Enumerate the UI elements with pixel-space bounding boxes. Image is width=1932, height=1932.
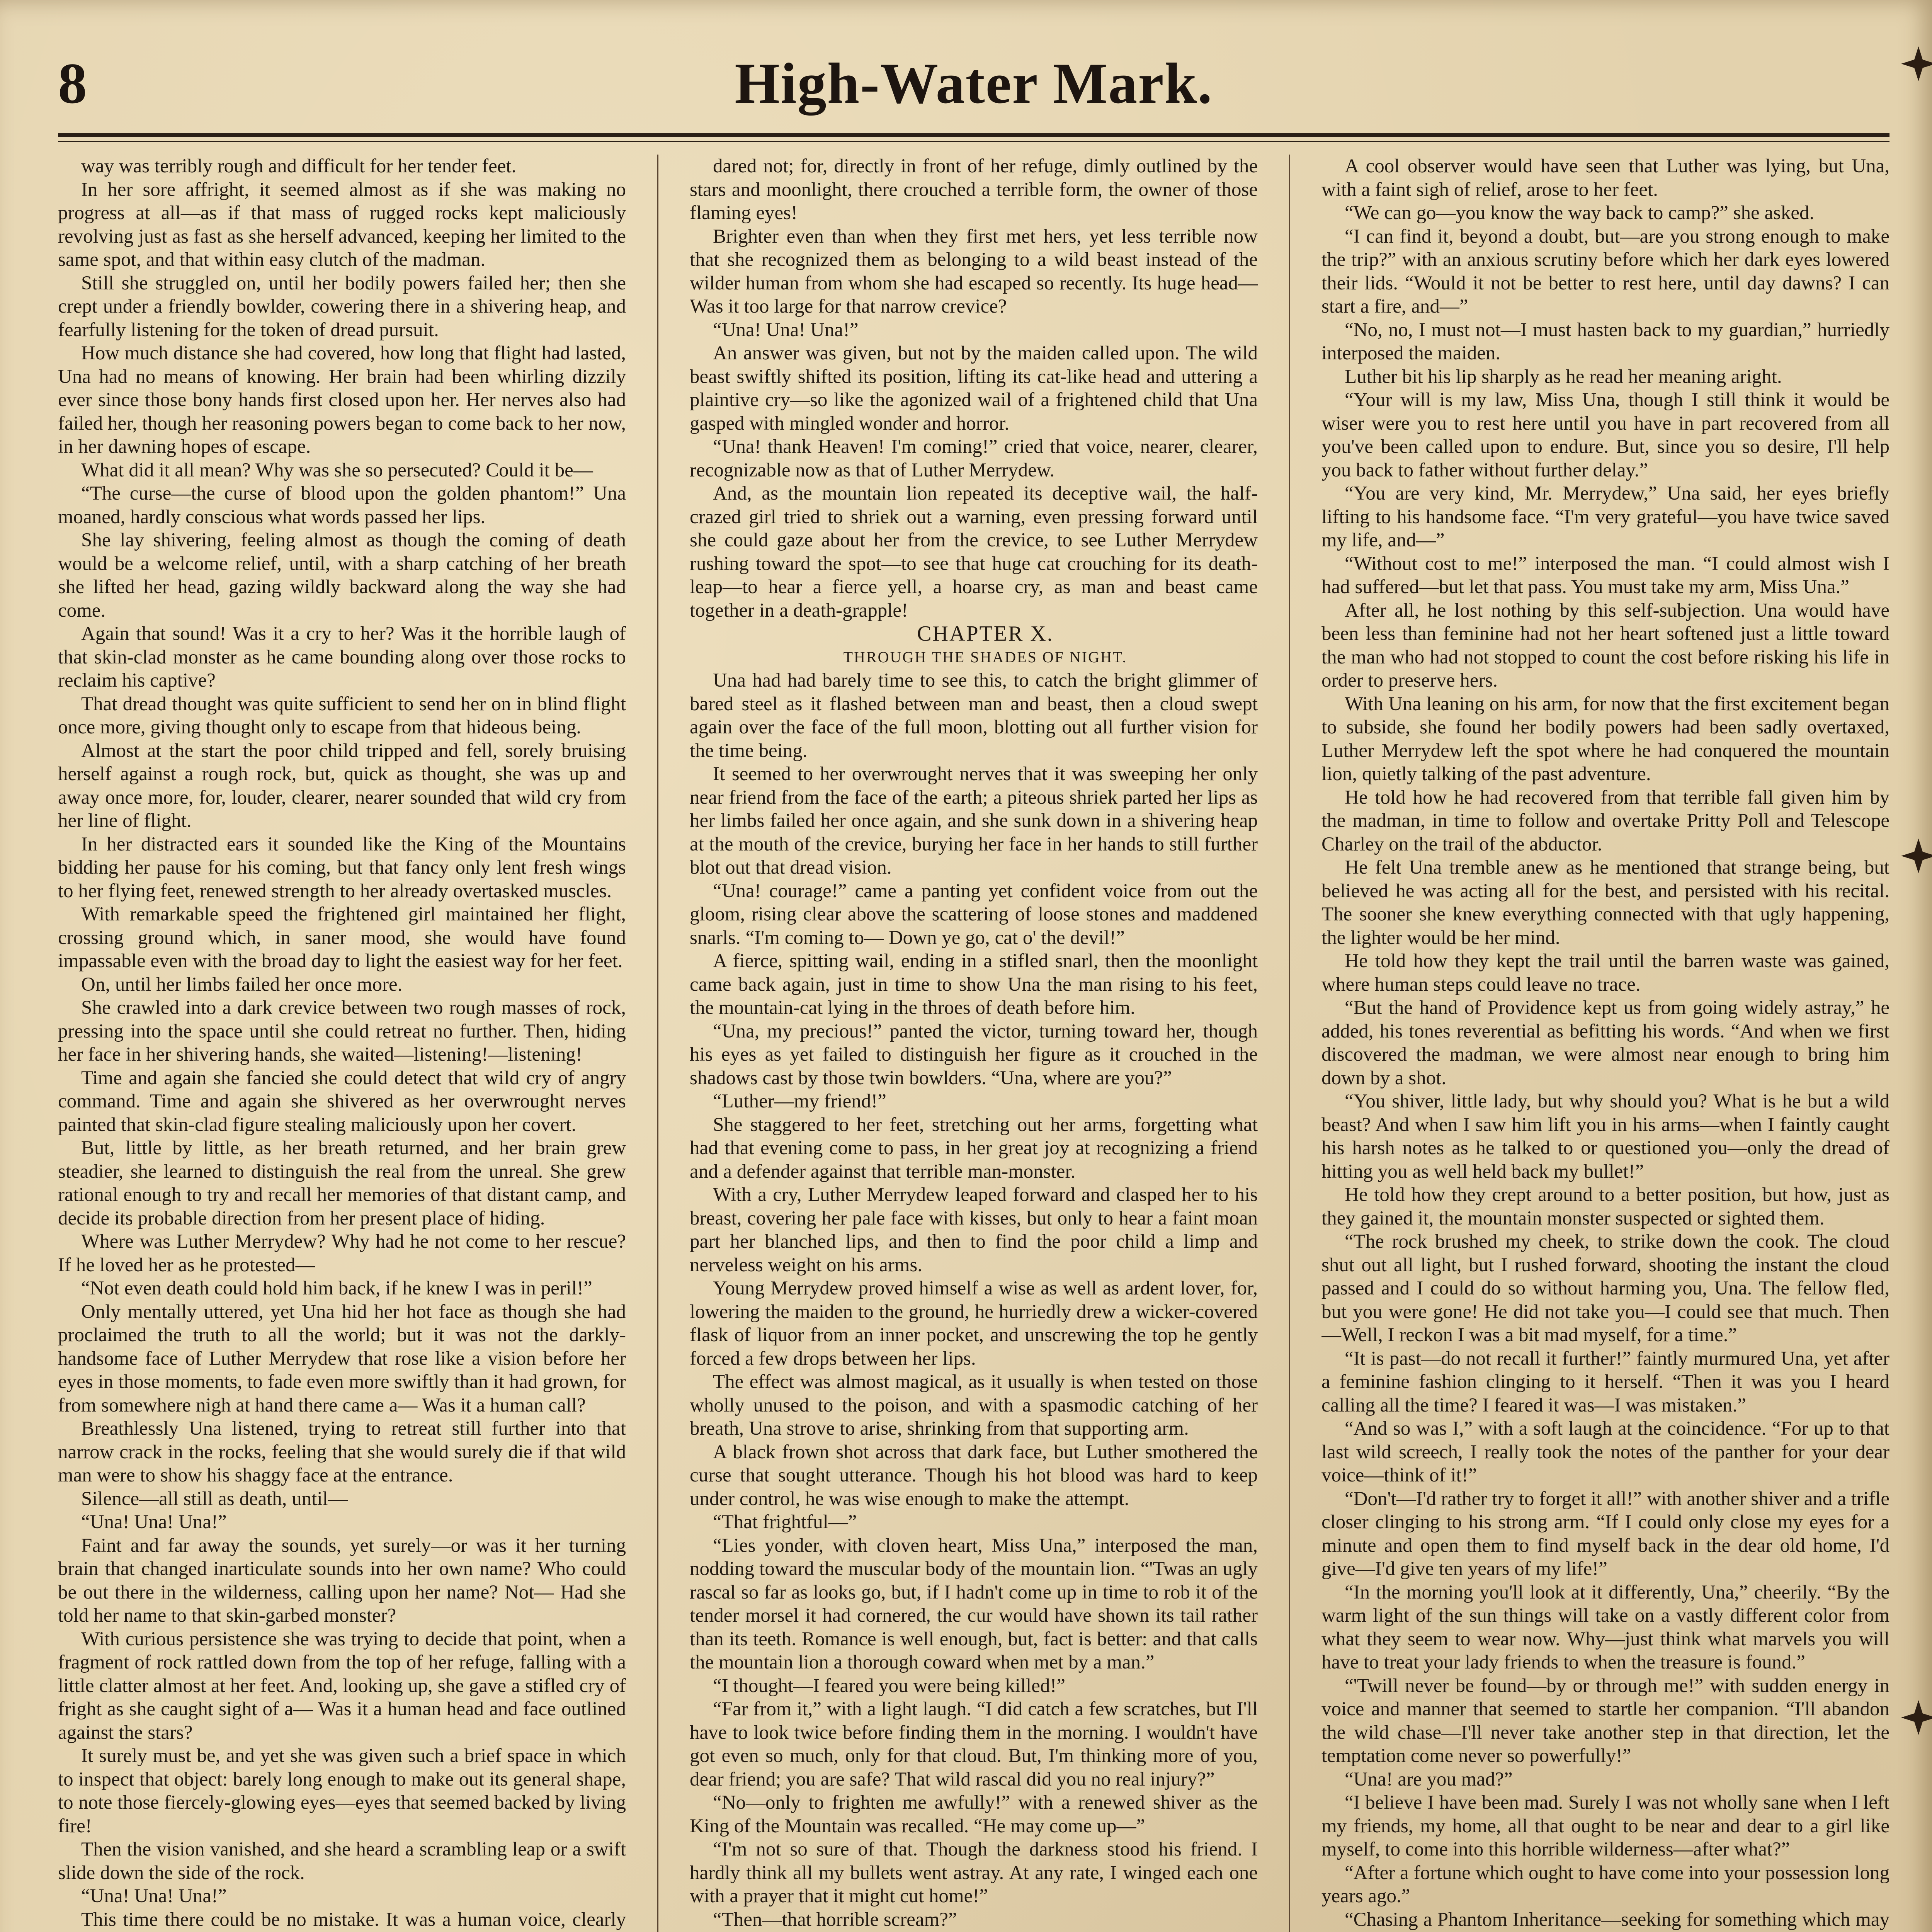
paragraph: Almost at the start the poor child tripped and fell, sorely bruising herself against a rough rock, but, quick as thought, she was up and away once more, for, louder, clearer, nearer sounded that wild cry from her line of flight.: [58, 740, 626, 832]
header-rule-thin: [58, 141, 1889, 142]
paragraph: “Una! Una! Una!”: [81, 1885, 227, 1907]
chapter-subtitle: THROUGH THE SHADES OF NIGHT.: [843, 648, 1128, 666]
paragraph: “I thought—I feared you were being killed!”: [713, 1675, 1065, 1697]
paragraph: “Not even death could hold him back, if he knew I was in peril!”: [81, 1277, 592, 1299]
paragraph: She staggered to her feet, stretching out her arms, forgetting what had that evening come to pass, in her great joy at recognizing a friend and a defender against that terrible man-monster.: [690, 1114, 1258, 1182]
paragraph: “Then—that horrible scream?”: [713, 1908, 957, 1930]
paragraph: An answer was given, but not by the maiden called upon. The wild beast swiftly shifted its position, lifting its cat-like head and uttering a plaintive cry—so like the agonized wail of a frightened child that Una gasped with mingled wonder and horror.: [690, 342, 1258, 434]
binding-star-icon: [1901, 46, 1932, 81]
page-number: 8: [58, 51, 87, 116]
paragraph: “In the morning you'll look at it differently, Una,” cheerily. “By the warm light of the sun things will take on a vastly different color from what they seem to wear now. Why—just think what marvels you will have to treat your lady friends to when the treasure is found.”: [1321, 1581, 1889, 1673]
paragraph: way was terribly rough and difficult for her tender feet.: [81, 155, 517, 177]
paragraph: “I believe I have been mad. Surely I was not wholly sane when I left my friends, my home, all that ought to be near and dear to a girl like myself, to come into this horrible wilderness—after what?”: [1321, 1792, 1889, 1860]
paragraph: It seemed to her overwrought nerves that it was sweeping her only near friend from the face of the earth; a piteous shriek parted her lips as her limbs failed her once again, and she sunk down in a shivering heap at the mouth of the crevice, burying her face in her hands to still further blot out that dread vision.: [690, 763, 1258, 878]
paragraph: She lay shivering, feeling almost as though the coming of death would be a welcome relief, until, with a sharp catching of her breath she lifted her head, gazing wildly backward along the way she had come.: [58, 529, 626, 621]
paragraph: Then the vision vanished, and she heard a scrambling leap or a swift slide down the side of the rock.: [58, 1838, 626, 1884]
paragraph: dared not; for, directly in front of her refuge, dimly outlined by the stars and moonlight, there crouched a terrible form, the owner of those flaming eyes!: [690, 155, 1258, 224]
paragraph: He told how they crept around to a better position, but how, just as they gained it, the mountain monster suspected or sighted them.: [1321, 1184, 1889, 1229]
column-divider: [657, 155, 658, 1932]
paragraph: How much distance she had covered, how long that flight had lasted, Una had no means of knowing. Her brain had been whirling dizzily ever since those bony hands first closed upon her. Her nerves also had failed her, though her reasoning powers began to come back to her now, in her dawning hopes of escape.: [58, 342, 626, 457]
binding-star-icon: [1901, 838, 1932, 873]
paragraph: But, little by little, as her breath returned, and her brain grew steadier, she learned to distinguish the real from the unreal. She grew rational enough to try and recall her memories of that distant camp, and decide its probable direction from her present place of hiding.: [58, 1137, 626, 1229]
header-rule-thick: [58, 133, 1889, 137]
column-left: [58, 155, 626, 1932]
text-columns: [58, 155, 1889, 1932]
paragraph: “You shiver, little lady, but why should you? What is he but a wild beast? And when I saw him lift you in his arms—when I faintly caught his harsh notes as he talked to or questioned you—only the dread of hitting you as well held back my bullet!”: [1321, 1090, 1889, 1182]
paragraph: Still she struggled on, until her bodily powers failed her; then she crept under a friendly bowlder, cowering there in a shivering heap, and fearfully listening for the token of dread pursuit.: [58, 272, 626, 341]
paragraph: “No, no, I must not—I must hasten back to my guardian,” hurriedly interposed the maiden.: [1321, 319, 1889, 364]
paragraph: Again that sound! Was it a cry to her? Was it the horrible laugh of that skin-clad monster as he came bounding along over those rocks to reclaim his captive?: [58, 623, 626, 691]
paragraph: She crawled into a dark crevice between two rough masses of rock, pressing into the space until she could retreat no further. Then, hiding her face in her shivering hands, she waited—listening!—listening!: [58, 997, 626, 1065]
paragraph: Brighter even than when they first met hers, yet less terrible now that she recognized them as belonging to a wild beast instead of the wilder human from whom she had escaped so recently. Its huge head— Was it too large for that narrow crevice?: [690, 225, 1258, 317]
paragraph: “It is past—do not recall it further!” faintly murmured Una, yet after a feminine fashion clinging to it herself. “Then it was you I heard calling all the time? I feared it was—I was mistaken.”: [1321, 1347, 1889, 1416]
paragraph: “We can go—you know the way back to camp?” she asked.: [1345, 202, 1815, 224]
paragraph: “Una! courage!” came a panting yet confident voice from out the gloom, rising clear above the scattering of loose stones and maddened snarls. “I'm coming to— Down ye go, cat o' the devil!”: [690, 880, 1258, 949]
paragraph: “That frightful—”: [713, 1511, 857, 1533]
paragraph: “No—only to frighten me awfully!” with a renewed shiver as the King of the Mountain was recalled. “He may come up—”: [690, 1792, 1258, 1837]
paragraph: “Una! Una! Una!”: [81, 1511, 227, 1533]
paragraph: What did it all mean? Why was she so persecuted? Could it be—: [81, 459, 593, 481]
paragraph: “Far from it,” with a light laugh. “I did catch a few scratches, but I'll have to look twice before finding them in the morning. I wouldn't have got even so much, only for that cloud. But, I'm thinking more of you, dear friend; you are safe? That wild rascal did you no real injury?”: [690, 1698, 1258, 1790]
paragraph: On, until her limbs failed her once more.: [81, 973, 403, 995]
paragraph: “Don't—I'd rather try to forget it all!” with another shiver and a trifle closer clinging to his strong arm. “If I could only close my eyes for a minute and open them to find myself back in the dear old home, I'd give—I'd give ten years of my life!”: [1321, 1488, 1889, 1580]
paragraph: Breathlessly Una listened, trying to retreat still further into that narrow crack in the rocks, feeling that she would surely die if that wild man were to show his shaggy face at the entrance.: [58, 1418, 626, 1486]
paragraph: A fierce, spitting wail, ending in a stifled snarl, then the moonlight came back again, just in time to show Una the man rising to his feet, the mountain-cat lying in the throes of death before him.: [690, 950, 1258, 1019]
paragraph: That dread thought was quite sufficient to send her on in blind flight once more, giving thought only to escape from that hideous being.: [58, 693, 626, 738]
page-header: [58, 46, 1889, 135]
paragraph: “The curse—the curse of blood upon the golden phantom!” Una moaned, hardly conscious what words passed her lips.: [58, 483, 626, 528]
paragraph: A black frown shot across that dark face, but Luther smothered the curse that sought utterance. Though his hot blood was hard to keep under control, he was wise enough to make the attempt.: [690, 1441, 1258, 1510]
paragraph: A cool observer would have seen that Luther was lying, but Una, with a faint sigh of relief, arose to her feet.: [1321, 155, 1889, 201]
paragraph: “Una! are you mad?”: [1345, 1768, 1513, 1790]
paragraph: With Una leaning on his arm, for now that the first excitement began to subside, she found her bodily powers had been sadly overtaxed, Luther Merrydew left the spot where he had conquered the mountain lion, quietly talking of the past adventure.: [1321, 693, 1889, 785]
chapter-heading: CHAPTER X.: [917, 622, 1054, 646]
paragraph: With curious persistence she was trying to decide that point, when a fragment of rock rattled down from the top of her refuge, falling with a little clatter almost at her feet. And, looking up, she gave a stifled cry of fright as she caught sight of a— Was it a human head and face outlined against the stars?: [58, 1628, 626, 1743]
paragraph: Young Merrydew proved himself a wise as well as ardent lover, for, lowering the maiden to the ground, he hurriedly drew a wicker-covered flask of liquor from an inner pocket, and unscrewing the top he gently forced a few drops between her lips.: [690, 1277, 1258, 1369]
paragraph: “I can find it, beyond a doubt, but—are you strong enough to make the trip?” with an anxious scrutiny before which her dark eyes lowered their lids. “Would it not be better to rest here, until day dawns? I can start a fire, and—”: [1321, 225, 1889, 317]
paragraph: “I'm not so sure of that. Though the darkness stood his friend. I hardly think all my bullets went astray. At any rate, I winged each one with a prayer that it might cut home!”: [690, 1838, 1258, 1907]
paragraph: “The rock brushed my cheek, to strike down the cook. The cloud shut out all light, but I rushed forward, shooting the instant the cloud passed and I could do so without harming you, Una. The fellow fled, but you were gone! He did not take you—I could see that much. Then—Well, I reckon I was a bit mad myself, for a time.”: [1321, 1231, 1889, 1346]
paragraph: This time there could be no mistake. It was a human voice, clearly: [81, 1908, 626, 1930]
paragraph: With a cry, Luther Merrydew leaped forward and clasped her to his breast, covering her pale face with kisses, but only to hear a faint moan part her blanched lips, and then to find the poor child a limp and nerveless weight on his arms.: [690, 1184, 1258, 1276]
paragraph: “Chasing a Phantom Inheritance—seeking for something which may: [1345, 1908, 1889, 1930]
paragraph: “After a fortune which ought to have come into your possession long years ago.”: [1321, 1862, 1889, 1907]
paragraph: Una had had barely time to see this, to catch the bright glimmer of bared steel as it flashed between man and beast, then a cloud swept again over the face of the full moon, blotting out all further vision for the time being.: [690, 670, 1258, 762]
paragraph: He told how they kept the trail until the barren waste was gained, where human steps could leave no trace.: [1321, 950, 1889, 995]
paragraph: The effect was almost magical, as it usually is when tested on those wholly unused to the poison, and with a spasmodic catching of her breath, Una strove to arise, shrinking from that supporting arm.: [690, 1371, 1258, 1439]
column-middle: [690, 155, 1258, 1932]
paragraph: With remarkable speed the frightened girl maintained her flight, crossing ground which, in saner mood, she would have found impassable even with the broad day to light the easiest way for her feet.: [58, 903, 626, 972]
column-divider: [1289, 155, 1290, 1932]
paragraph: In her distracted ears it sounded like the King of the Mountains bidding her pause for his coming, but that fancy only lent fresh wings to her flying feet, renewed strength to her already overtasked muscles.: [58, 833, 626, 902]
paragraph: “Luther—my friend!”: [713, 1090, 886, 1112]
column-right: [1321, 155, 1889, 1932]
paragraph: “Lies yonder, with cloven heart, Miss Una,” interposed the man, nodding toward the muscular body of the mountain lion. “'Twas an ugly rascal so far as looks go, but, if I hadn't come up in time to rob it of the tender morsel it had cornered, the cur would have shown its tail rather than its teeth. Romance is well enough, but, fact is better: and that calls the mountain lion a thorough coward when met by a man.”: [690, 1534, 1258, 1673]
paragraph: Only mentally uttered, yet Una hid her hot face as though she had proclaimed the truth to all the world; but it was not the darkly-handsome face of Luther Merrydew that rose like a vision before her eyes in those moments, to fade even more swiftly than it had grown, for from somewhere nigh at hand there came a— Was it a human call?: [58, 1301, 626, 1416]
paragraph: “But the hand of Providence kept us from going widely astray,” he added, his tones reverential as befitting his words. “And when we first discovered the madman, we were almost near enough to bring him down by a shot.: [1321, 997, 1889, 1089]
binding-star-icon: [1901, 1700, 1932, 1735]
paragraph: Faint and far away the sounds, yet surely—or was it her turning brain that changed inarticulate sounds into her own name? Who could be out there in the wilderness, calling upon her name? Not— Had she told her name to that skin-garbed monster?: [58, 1534, 626, 1626]
paragraph: “'Twill never be found—by or through me!” with sudden energy in voice and manner that seemed to startle her companion. “I'll abandon the wild chase—I'll never take another step in that direction, let the temptation come never so powerfully!”: [1321, 1675, 1889, 1767]
paragraph: He felt Una tremble anew as he mentioned that strange being, but believed he was acting all for the best, and persisted with his recital. The sooner she knew everything connected with that ugly happening, the lighter would be her mind.: [1321, 857, 1889, 949]
paragraph: In her sore affright, it seemed almost as if she was making no progress at all—as if that mass of rugged rocks kept maliciously revolving just as fast as she herself advanced, keeping her limited to the same spot, and that within easy clutch of the madman.: [58, 179, 626, 270]
paragraph: “Without cost to me!” interposed the man. “I could almost wish I had suffered—but let that pass. You must take my arm, Miss Una.”: [1321, 553, 1889, 598]
paragraph: After all, he lost nothing by this self-subjection. Una would have been less than feminine had not her heart softened just a little toward the man who had not stopped to count the cost before risking his life in order to preserve hers.: [1321, 599, 1889, 691]
paragraph: “Una! Una! Una!”: [713, 319, 859, 341]
paragraph: Silence—all still as death, until—: [81, 1488, 348, 1510]
paragraph: It surely must be, and yet she was given such a brief space in which to inspect that object: barely long enough to make out its general shape, to note those fiercely-glowing eyes—eyes that seemed backed by living fire!: [58, 1745, 626, 1837]
paragraph: “You are very kind, Mr. Merrydew,” Una said, her eyes briefly lifting to his handsome face. “I'm very grateful—you have twice saved my life, and—”: [1321, 483, 1889, 551]
paragraph: “Una! thank Heaven! I'm coming!” cried that voice, nearer, clearer, recognizable now as that of Luther Merrydew.: [690, 436, 1258, 481]
paragraph: “And so was I,” with a soft laugh at the coincidence. “For up to that last wild screech, I really took the notes of the panther for your dear voice—think of it!”: [1321, 1418, 1889, 1486]
paragraph: And, as the mountain lion repeated its deceptive wail, the half-crazed girl tried to shriek out a warning, even pressing forward until she could gaze about her from the crevice, to see Luther Merrydew rushing toward the spot—to see that huge cat crouching for its death-leap—to hear a fierce yell, a hoarse cry, as man and beast came together in a death-grapple!: [690, 483, 1258, 621]
paragraph: Time and again she fancied she could detect that wild cry of angry command. Time and again she shivered as her overwrought nerves painted that skin-clad figure stealing maliciously upon her covert.: [58, 1067, 626, 1136]
paragraph: “Una, my precious!” panted the victor, turning toward her, though his eyes as yet failed to distinguish her figure as it crouched in the shadows cast by those twin bowlders. “Una, where are you?”: [690, 1020, 1258, 1089]
paragraph: He told how he had recovered from that terrible fall given him by the madman, in time to follow and overtake Pritty Poll and Telescope Charley on the trail of the abductor.: [1321, 786, 1889, 855]
paragraph: “Your will is my law, Miss Una, though I still think it would be wiser were you to rest here until you have in part recovered from all you've been called upon to endure. But, since you so desire, I'll help you back to father without further delay.”: [1321, 389, 1889, 481]
paragraph: Luther bit his lip sharply as he read her meaning aright.: [1345, 366, 1782, 388]
paragraph: Where was Luther Merrydew? Why had he not come to her rescue? If he loved her as he protested—: [58, 1231, 626, 1276]
page-title: High-Water Mark.: [735, 51, 1213, 116]
